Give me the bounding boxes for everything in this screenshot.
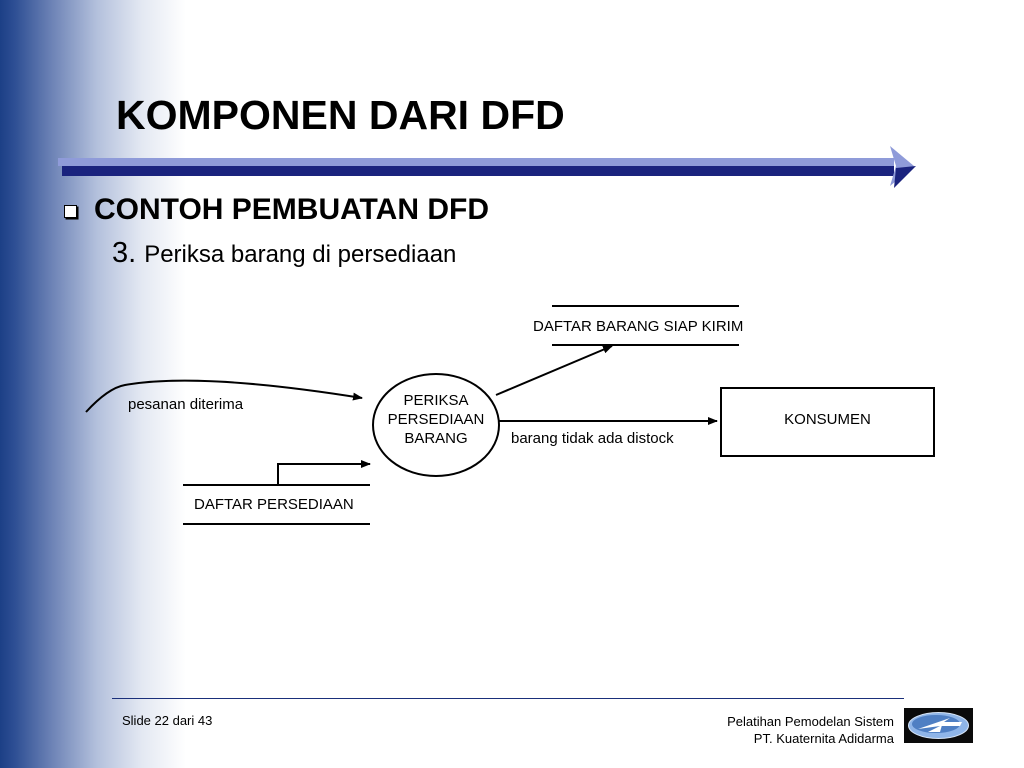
store-label-daftar-persediaan: DAFTAR PERSEDIAAN bbox=[194, 496, 354, 513]
footer-credits bbox=[727, 713, 894, 747]
step-number: 3. bbox=[112, 237, 137, 269]
process-label-line: PERSEDIAAN bbox=[387, 411, 485, 428]
process-label-line: PERIKSA bbox=[403, 392, 469, 409]
course-name: Pelatihan Pemodelan Sistem bbox=[727, 714, 894, 729]
process-label bbox=[372, 391, 500, 448]
flow-label-pesanan: pesanan diterima bbox=[128, 396, 244, 413]
company-name: PT. Kuaternita Adidarma bbox=[753, 731, 894, 746]
flow-daftar-persediaan bbox=[278, 464, 370, 485]
entity-label-konsumen: KONSUMEN bbox=[784, 411, 871, 428]
footer-divider bbox=[112, 698, 904, 699]
company-logo-icon bbox=[904, 708, 973, 743]
store-label-daftar-barang: DAFTAR BARANG SIAP KIRIM bbox=[533, 318, 744, 335]
flow-siap-kirim bbox=[496, 346, 612, 395]
page-title: KOMPONEN DARI DFD bbox=[116, 92, 565, 138]
flow-label-barang-tidak-ada: barang tidak ada distock bbox=[511, 430, 674, 447]
section-heading: CONTOH PEMBUATAN DFD bbox=[94, 193, 489, 226]
process-label-line: BARANG bbox=[404, 430, 468, 447]
step-description: Periksa barang di persediaan bbox=[144, 241, 457, 268]
slide-counter: Slide 22 dari 43 bbox=[122, 713, 213, 728]
